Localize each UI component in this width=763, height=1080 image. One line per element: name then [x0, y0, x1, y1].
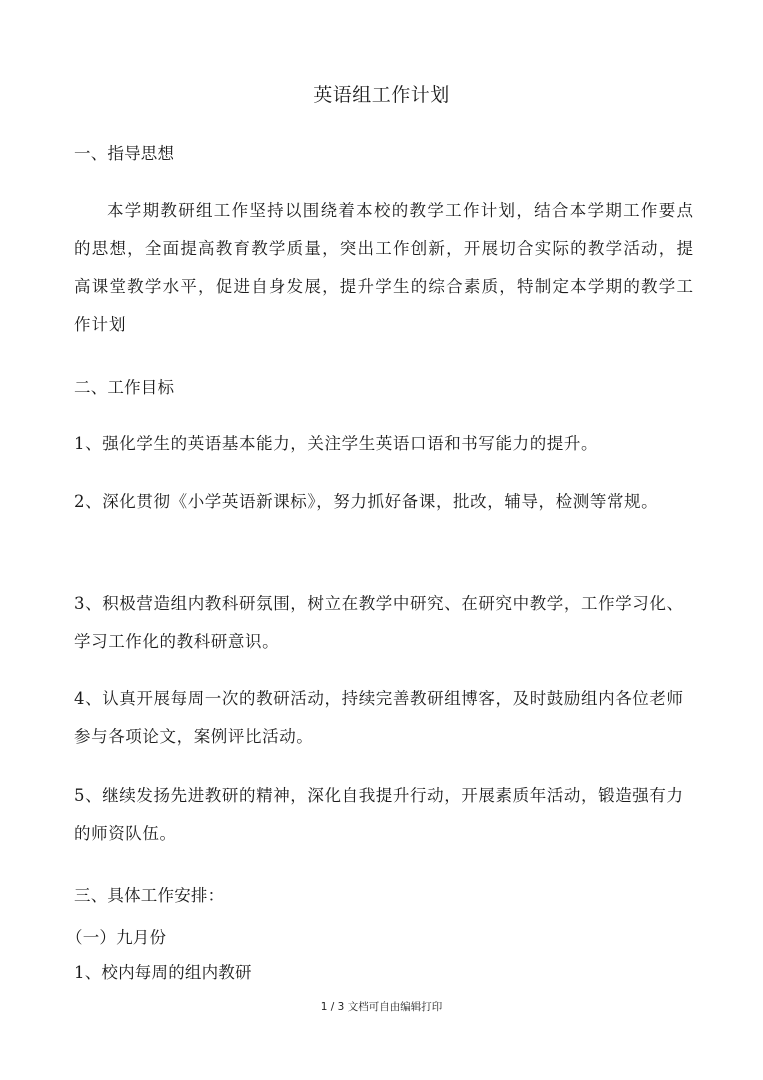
section-heading-goals: 二、工作目标: [74, 378, 175, 397]
document-title: 英语组工作计划: [313, 84, 450, 106]
goal-item-3: 3、积极营造组内教科研氛围，树立在教学中研究、在研究中教学，工作学习化、学习工作化的教科研意识。: [74, 594, 684, 651]
section-heading-guiding: 一、指导思想: [74, 144, 175, 163]
month-item-1: 1、校内每周的组内教研: [74, 963, 252, 982]
page-footer: 1 / 3 文档可自由编辑打印: [320, 1001, 443, 1013]
goal-item-4: 4、认真开展每周一次的教研活动，持续完善教研组博客，及时鼓励组内各位老师参与各项论文，案例评比活动。: [74, 689, 684, 746]
guiding-paragraph: 本学期教研组工作坚持以围绕着本校的教学工作计划，结合本学期工作要点的思想，全面提高教育教学质量，突出工作创新，开展切合实际的教学活动，提高课堂教学水平，促进自身发展，提升学生的综合素质，特制定本学期的教学工作计划: [74, 201, 694, 334]
goal-item-5: 5、继续发扬先进教研的精神，深化自我提升行动，开展素质年活动，锻造强有力的师资队伍。: [74, 786, 684, 843]
section-heading-arrangement: 三、具体工作安排：: [74, 886, 225, 905]
month-heading-september: （一）九月份: [66, 928, 167, 947]
goal-item-2: 2、深化贯彻《小学英语新课标》，努力抓好备课，批改，辅导，检测等常规。: [74, 492, 659, 511]
goal-item-1: 1、强化学生的英语基本能力，关注学生英语口语和书写能力的提升。: [74, 434, 599, 453]
